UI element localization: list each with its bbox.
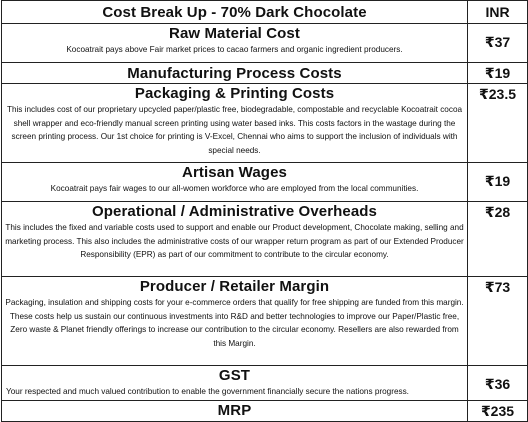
row-title: Artisan Wages (182, 164, 287, 181)
row-info-cell (2, 84, 468, 163)
row-price-cell (468, 202, 528, 277)
cost-breakup-table (1, 0, 528, 422)
row-description: Packaging, insulation and shipping costs for your e-commerce orders that qualify for free shipping are funded from this margin. These costs help us sustain our continuous investments into R&D and better technologies to improve our Paper/Plastic free, Zero waste & Planet friendly offerings to increase our contribution to the circular economy. Resellers are also rewarded from this Margin. (5, 298, 464, 348)
table-row-artisan-wages (2, 163, 528, 202)
row-price: ₹37 (484, 34, 511, 50)
row-price-cell (468, 277, 528, 366)
row-price-cell (468, 24, 528, 63)
row-price-cell (468, 84, 528, 163)
row-price-cell (468, 163, 528, 202)
currency-header: INR (485, 4, 510, 20)
row-description: This includes the fixed and variable costs used to support and enable our Product development, Chocolate making, selling and marketing process. This also includes the administrative costs of our wrapper return program as part of our Extended Producer Responsibility (EPR) as part of our commitment to contribute to the circular economy. (5, 223, 464, 260)
row-price: ₹28 (484, 204, 511, 220)
row-title: Packaging & Printing Costs (134, 85, 335, 102)
row-info-cell (2, 202, 468, 277)
table-row-mrp (2, 400, 528, 421)
row-title: Raw Material Cost (169, 25, 300, 42)
row-price: ₹73 (484, 279, 511, 295)
row-info-cell (2, 366, 468, 401)
row-description: Kocoatrait pays fair wages to our all-women workforce who are employed from the local communities. (50, 184, 419, 193)
row-title: MRP (217, 402, 252, 420)
row-description: This includes cost of our proprietary upcycled paper/plastic free, biodegradable, compostable and recyclable Kocoatrait cocoa shell wrapper and eco-friendly manual screen printing using water based inks. This costs factors in the wastage during the screen printing process. Our 1st choice for printing is V-Excel, Chennai who aims to support the inclusion of individuals with special needs. (6, 105, 463, 155)
table-row-raw-material (2, 24, 528, 63)
row-info-cell (2, 63, 468, 84)
row-info-cell (2, 163, 468, 202)
row-price: ₹19 (484, 173, 511, 189)
row-title: Manufacturing Process Costs (127, 64, 342, 82)
row-info-cell (2, 277, 468, 366)
row-price: ₹235 (480, 402, 515, 419)
row-info-cell (2, 400, 468, 421)
table-row-manufacturing (2, 63, 528, 84)
row-title: GST (218, 367, 251, 384)
table-title: Cost Break Up - 70% Dark Chocolate (102, 3, 367, 21)
header-title-cell (2, 1, 468, 24)
row-price: ₹36 (484, 376, 511, 392)
table-row-packaging (2, 84, 528, 163)
table-row-operational-overheads (2, 202, 528, 277)
row-price-cell (468, 400, 528, 421)
row-price: ₹19 (484, 65, 511, 81)
row-price-cell (468, 63, 528, 84)
table-row-producer-margin (2, 277, 528, 366)
row-price-cell (468, 366, 528, 401)
row-description: Your respected and much valued contribution to enable the government financially secure the nations progress. (6, 387, 409, 396)
row-title: Operational / Administrative Overheads (92, 203, 377, 220)
row-price: ₹23.5 (479, 86, 516, 102)
table-row-gst (2, 366, 528, 401)
row-description: Kocoatrait pays above Fair market prices to cacao farmers and organic ingredient producers. (66, 45, 403, 54)
table-header-row (2, 1, 528, 24)
row-title: Producer / Retailer Margin (139, 278, 330, 295)
row-info-cell (2, 24, 468, 63)
header-currency-cell (468, 1, 528, 24)
